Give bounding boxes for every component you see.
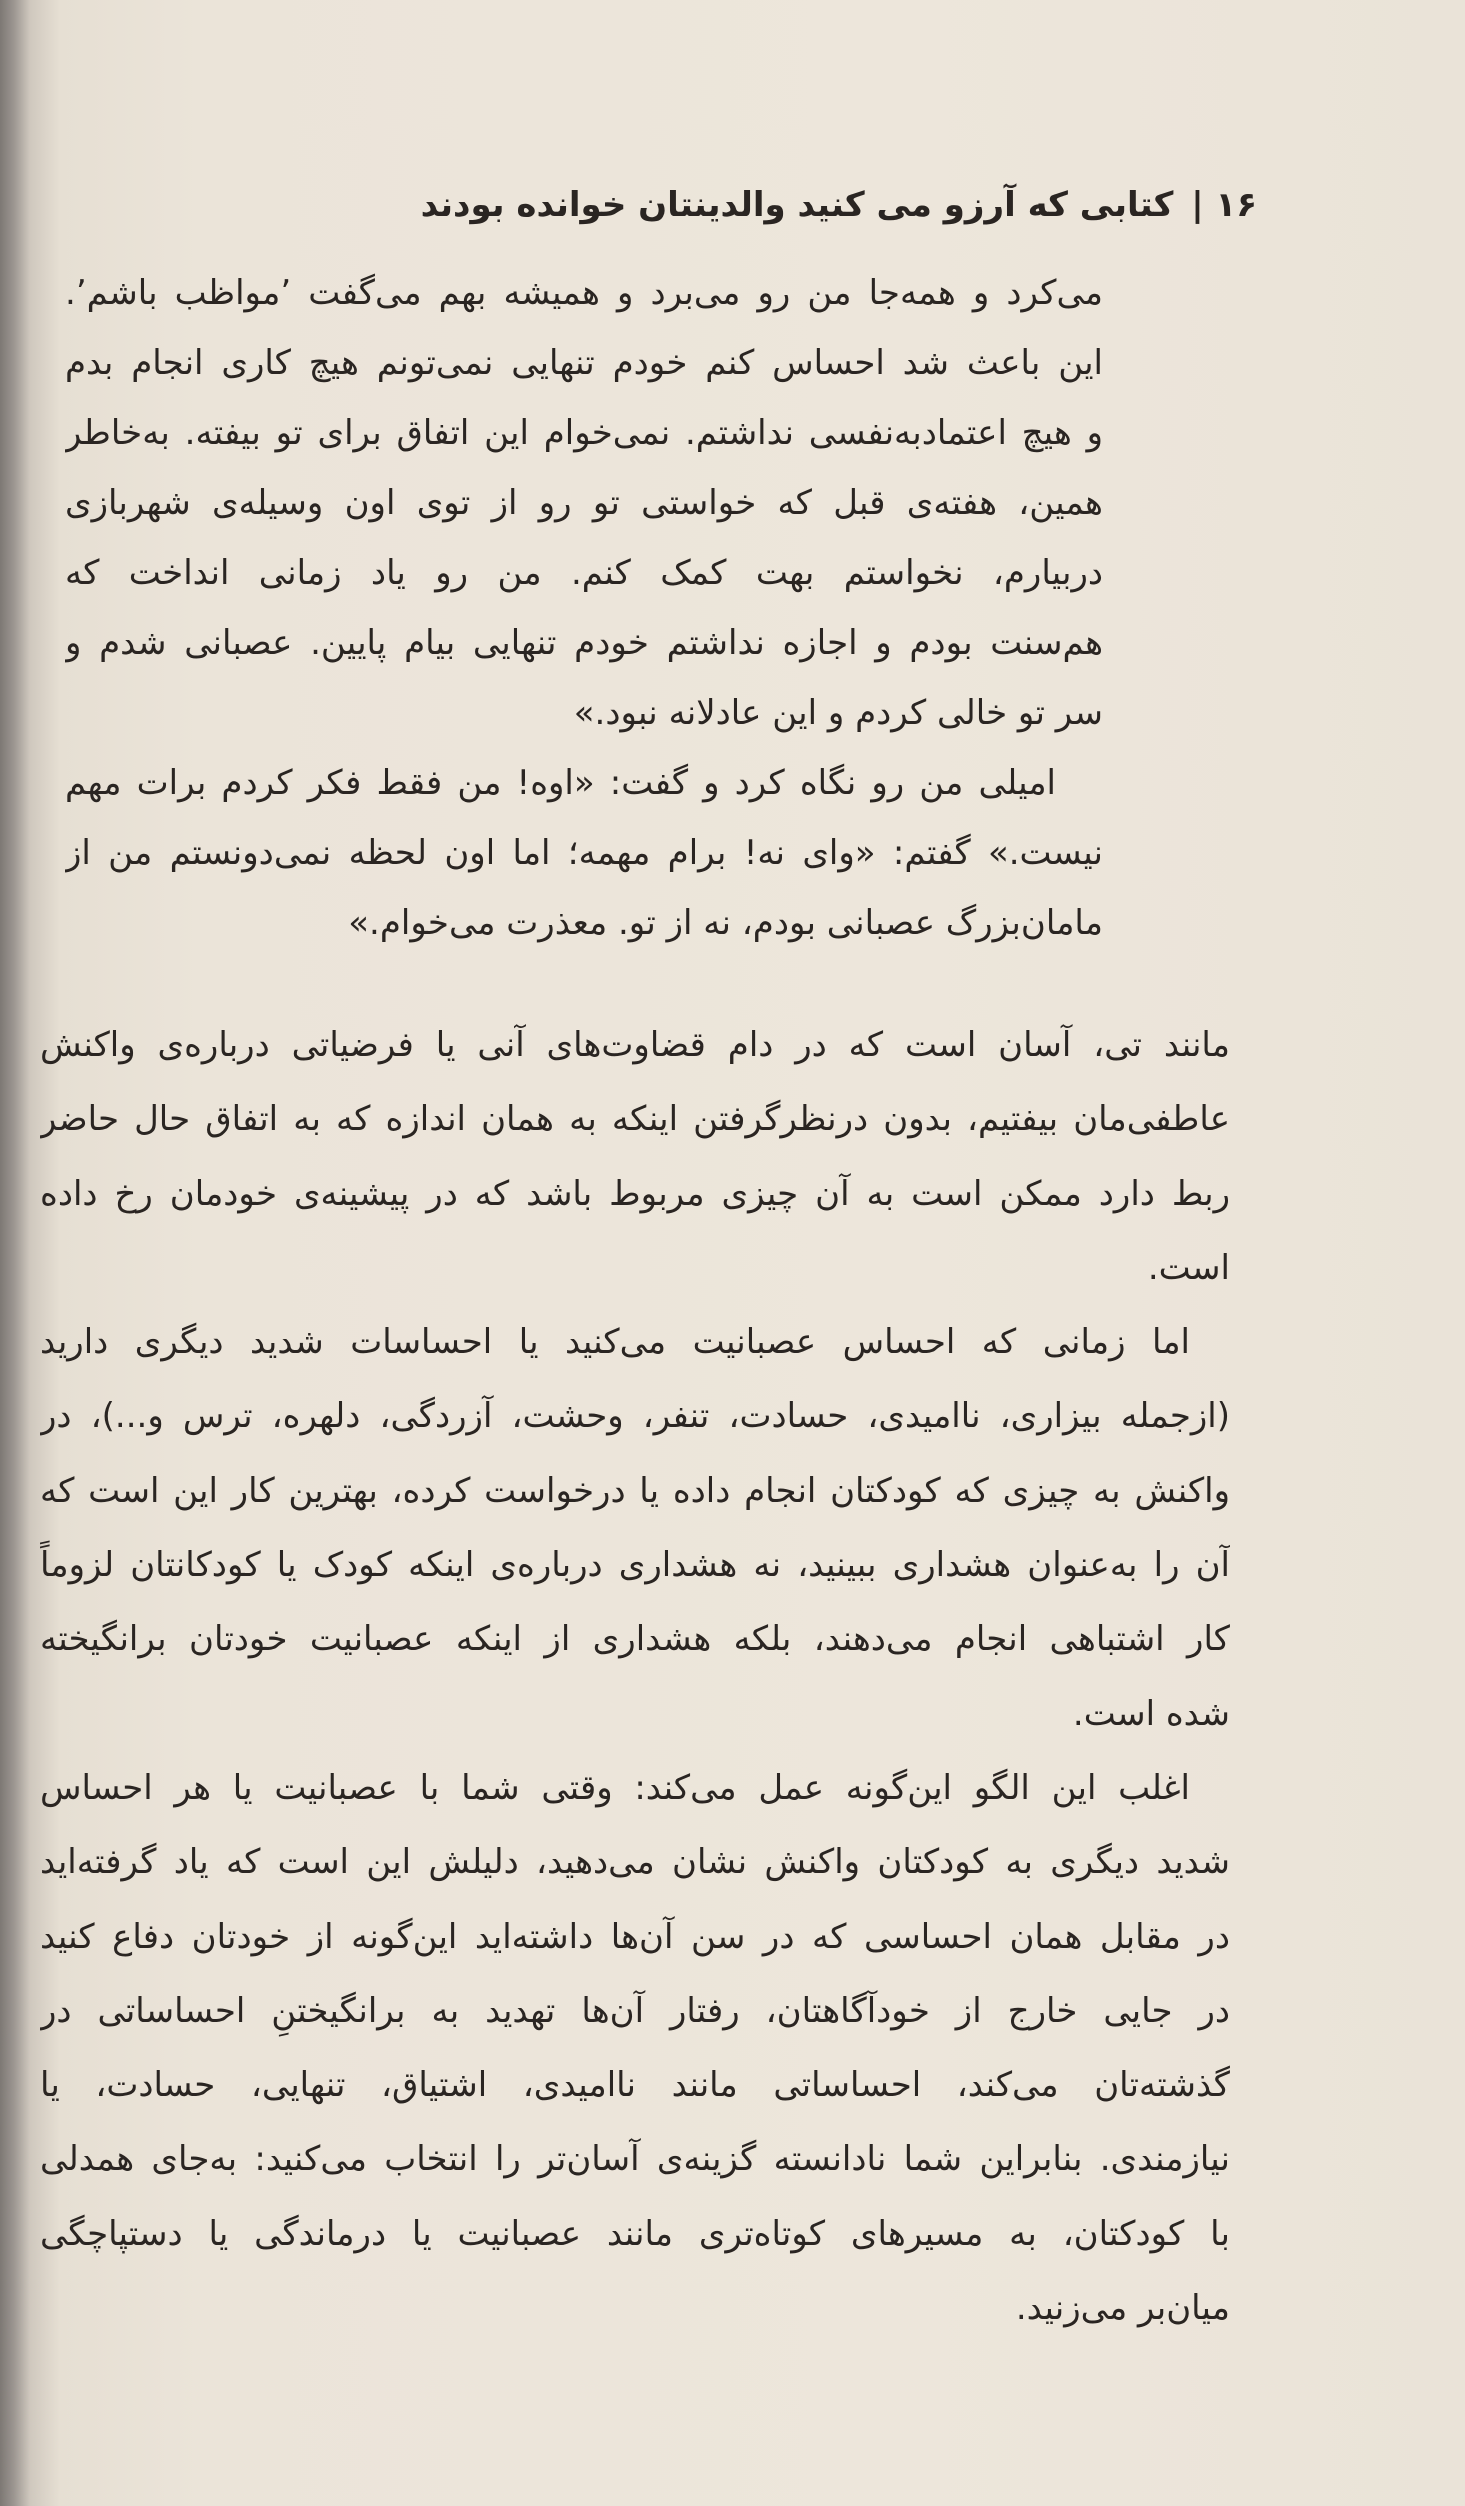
- body-text: [40, 1008, 1230, 2345]
- quote-line: همین، هفته‌ی قبل که خواستی تو رو از توی اون وسیله‌ی شهربازی: [65, 483, 1103, 523]
- quote-line: هم‌سنت بودم و اجازه نداشتم خودم تنهایی بیام پایین. عصبانی شدم و: [65, 623, 1103, 663]
- body-line: کار اشتباهی انجام می‌دهند، بلکه هشداری از اینکه عصبانیت خودتان برانگیخته: [40, 1619, 1230, 1660]
- body-line: شدید دیگری به کودکتان واکنش نشان می‌دهید، دلیلش این است که یاد گرفته‌اید: [40, 1842, 1230, 1883]
- body-line: است.: [1147, 1247, 1230, 1288]
- body-line: مانند تی، آسان است که در دام قضاوت‌های آنی یا فرضیاتی درباره‌ی واکنش: [40, 1025, 1230, 1065]
- body-line: نیازمندی. بنابراین شما نادانسته گزینه‌ی آسان‌تر را انتخاب می‌کنید: به‌جای همدلی: [40, 2139, 1230, 2180]
- quoted-dialogue: [65, 258, 1103, 958]
- body-line: اغلب این الگو این‌گونه عمل می‌کند: وقتی شما با عصبانیت یا هر احساس: [40, 1767, 1190, 1808]
- page-number: ۱۶ |: [1191, 185, 1257, 225]
- body-line: گذشته‌تان می‌کند، احساساتی مانند ناامیدی، اشتیاق، تنهایی، حسادت، یا: [40, 2065, 1230, 2106]
- body-line: واکنش به چیزی که کودکتان انجام داده یا درخواست کرده، بهترین کار این است که: [40, 1470, 1230, 1511]
- body-line: ربط دارد ممکن است به آن چیزی مربوط باشد که در پیشینه‌ی خودمان رخ داده: [40, 1173, 1230, 1214]
- body-line: با کودکتان، به مسیرهای کوتاه‌تری مانند عصبانیت یا درماندگی یا دستپاچگی: [40, 2213, 1230, 2254]
- body-line: میان‌بر می‌زنید.: [1015, 2288, 1230, 2329]
- quote-line: نیست.» گفتم: «وای نه! برام مهمه؛ اما اون لحظه نمی‌دونستم من از: [65, 833, 1103, 873]
- body-line: (ازجمله بیزاری، ناامیدی، حسادت، تنفر، وحشت، آزردگی، دلهره، ترس و...)، در: [40, 1396, 1230, 1437]
- quote-line: می‌کرد و همه‌جا من رو می‌برد و همیشه بهم می‌گفت ٬مواظب باشم٬.: [65, 273, 1103, 313]
- quote-line: و هیچ اعتمادبه‌نفسی نداشتم. نمی‌خوام این اتفاق برای تو بیفته. به‌خاطر: [65, 413, 1103, 453]
- body-line: عاطفی‌مان بیفتیم، بدون درنظرگرفتن اینکه به همان اندازه که به اتفاق حال حاضر: [40, 1099, 1230, 1140]
- quote-line: این باعث شد احساس کنم خودم تنهایی نمی‌تونم هیچ کاری انجام بدم: [65, 343, 1103, 383]
- book-title: کتابی که آرزو می کنید والدینتان خوانده بودند: [420, 185, 1174, 225]
- body-line: اما زمانی که احساس عصبانیت می‌کنید یا احساسات شدید دیگری دارید: [40, 1322, 1190, 1363]
- quote-line: امیلی من رو نگاه کرد و گفت: «اوه! من فقط فکر کردم برات مهم: [65, 763, 1056, 803]
- body-line: در مقابل همان احساسی که در سن آن‌ها داشته‌اید این‌گونه از خودتان دفاع کنید: [40, 1916, 1230, 1957]
- quote-line: سر تو خالی کردم و این عادلانه نبود.»: [573, 693, 1103, 733]
- body-line: شده است.: [1072, 1693, 1230, 1734]
- quote-line: دربیارم، نخواستم بهت کمک کنم. من رو یاد زمانی انداخت که: [65, 553, 1103, 593]
- body-line: آن را به‌عنوان هشداری ببینید، نه هشداری درباره‌ی اینکه کودک یا کودکانتان لزوماً: [40, 1545, 1230, 1586]
- running-header: [421, 185, 1257, 225]
- quote-line: مامان‌بزرگ عصبانی بودم، نه از تو. معذرت می‌خوام.»: [348, 903, 1103, 943]
- body-line: در جایی خارج از خودآگاهتان، رفتار آن‌ها تهدید به برانگیختنِ احساساتی در: [40, 1990, 1230, 2031]
